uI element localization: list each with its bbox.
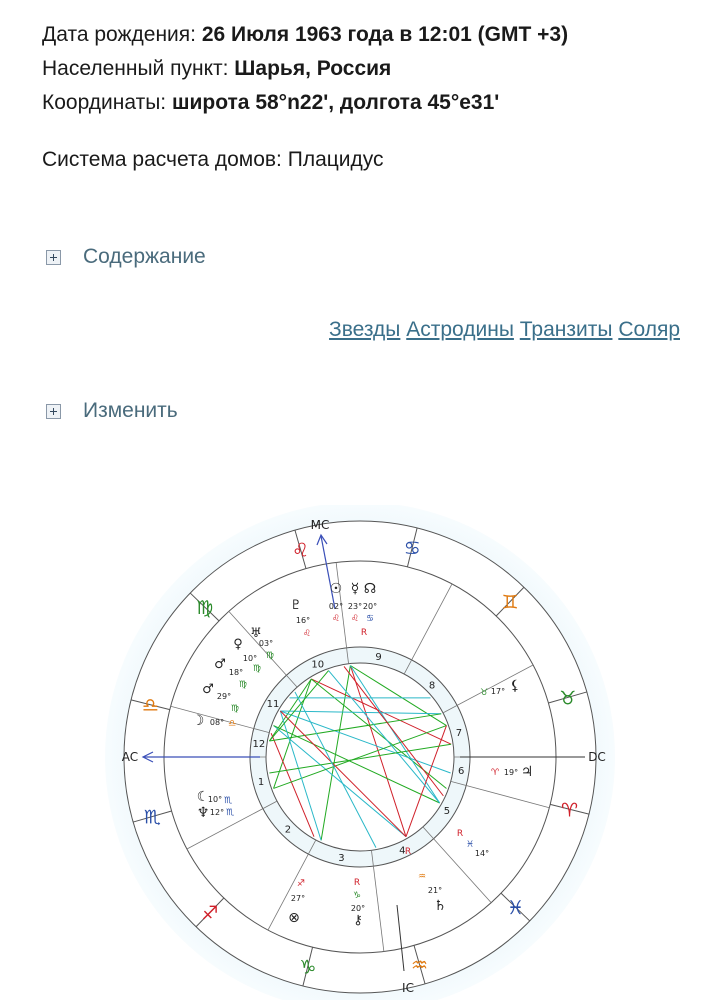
moon-icon: ☽ bbox=[191, 713, 205, 729]
mercury-icon: ☿ bbox=[350, 581, 360, 597]
svg-text:♎: ♎ bbox=[227, 719, 237, 729]
svg-text:R: R bbox=[456, 829, 464, 839]
birth-info bbox=[42, 18, 568, 177]
house-number: 3 bbox=[338, 852, 345, 864]
svg-text:♒: ♒ bbox=[417, 872, 427, 882]
uranus-icon: ♅ bbox=[250, 626, 262, 641]
zodiac-sign-icon: ♋ bbox=[403, 537, 421, 560]
dc-label: DC bbox=[588, 750, 606, 764]
svg-text:♋: ♋ bbox=[365, 614, 375, 624]
svg-text:♈: ♈ bbox=[490, 768, 500, 778]
saturn-icon: ♄ bbox=[433, 898, 447, 914]
house-number: 11 bbox=[266, 699, 280, 711]
svg-text:14°: 14° bbox=[474, 849, 490, 858]
zodiac-sign-icon: ♎ bbox=[141, 694, 159, 717]
neptune-icon: ♆ bbox=[196, 805, 210, 821]
svg-text:♍: ♍ bbox=[252, 664, 262, 674]
house-number: 5 bbox=[443, 805, 451, 817]
svg-text:17°: 17° bbox=[490, 687, 506, 696]
svg-text:20°: 20° bbox=[350, 904, 366, 913]
expand-plus-icon[interactable] bbox=[46, 404, 61, 419]
zodiac-sign-icon: ♈ bbox=[561, 799, 579, 822]
house-number: 1 bbox=[257, 777, 265, 789]
house-number: 6 bbox=[457, 765, 465, 777]
svg-text:♌: ♌ bbox=[331, 614, 341, 624]
svg-text:♍: ♍ bbox=[238, 680, 248, 690]
fortune-icon: ⊗ bbox=[288, 910, 300, 926]
house-number: 8 bbox=[428, 680, 436, 692]
expand-plus-icon[interactable] bbox=[46, 250, 61, 265]
house-number: 7 bbox=[455, 727, 463, 739]
svg-text:16°: 16° bbox=[295, 616, 311, 625]
house-number: 10 bbox=[311, 659, 325, 671]
svg-text:20°: 20° bbox=[362, 602, 378, 611]
coordinates-value: широта 58°n22', долгота 45°e31' bbox=[171, 91, 500, 114]
venus-icon: ♀ bbox=[233, 637, 243, 652]
zodiac-sign-icon: ♐ bbox=[201, 902, 219, 925]
link-solar[interactable]: Соляр bbox=[618, 318, 680, 341]
svg-text:R: R bbox=[353, 878, 361, 888]
natal-chart-svg bbox=[100, 505, 620, 1000]
svg-text:27°: 27° bbox=[290, 894, 306, 903]
chart-links bbox=[329, 318, 680, 342]
svg-text:♍: ♍ bbox=[230, 704, 240, 714]
north-node-icon: ☊ bbox=[363, 581, 377, 597]
svg-text:19°: 19° bbox=[503, 768, 519, 777]
contents-toggle[interactable] bbox=[46, 245, 206, 269]
mc-label: MC bbox=[310, 518, 330, 532]
lilith-icon-2: ⚸ bbox=[509, 678, 521, 694]
svg-text:♌: ♌ bbox=[350, 614, 360, 624]
link-astrodyns[interactable]: Астродины bbox=[406, 318, 514, 341]
svg-text:23°: 23° bbox=[347, 602, 363, 611]
svg-text:R: R bbox=[360, 628, 368, 638]
svg-text:♐: ♐ bbox=[296, 879, 306, 889]
svg-text:21°: 21° bbox=[427, 886, 443, 895]
zodiac-sign-icon: ♌ bbox=[291, 539, 309, 562]
zodiac-sign-icon: ♏ bbox=[143, 806, 161, 829]
link-stars[interactable]: Звезды bbox=[329, 318, 401, 341]
zodiac-sign-icon: ♒ bbox=[411, 954, 429, 977]
svg-text:♉: ♉ bbox=[479, 688, 489, 698]
house-system-value: Плацидус bbox=[287, 148, 384, 171]
natal-chart bbox=[100, 505, 620, 1000]
house-system-row: Система расчета домов: Плацидус bbox=[42, 148, 384, 171]
svg-text:♏: ♏ bbox=[223, 796, 233, 806]
house-number: 9 bbox=[375, 652, 382, 664]
svg-text:29°: 29° bbox=[216, 692, 232, 701]
zodiac-sign-icon: ♑ bbox=[299, 956, 317, 979]
svg-text:08°: 08° bbox=[209, 718, 225, 727]
svg-text:♍: ♍ bbox=[265, 651, 275, 661]
zodiac-sign-icon: ♊ bbox=[501, 591, 519, 614]
birth-place-row: Населенный пункт: Шарья, Россия bbox=[42, 57, 392, 80]
contents-label[interactable]: Содержание bbox=[83, 245, 206, 268]
svg-text:♌: ♌ bbox=[302, 629, 312, 639]
svg-text:R: R bbox=[404, 847, 412, 857]
coordinates-row: Координаты: широта 58°n22', долгота 45°e31' bbox=[42, 91, 500, 114]
lilith-icon: ☾ bbox=[196, 789, 210, 805]
svg-text:♏: ♏ bbox=[225, 808, 235, 818]
ac-label: AC bbox=[121, 750, 139, 764]
birth-place-value: Шарья, Россия bbox=[234, 57, 392, 80]
pluto-icon: ♇ bbox=[290, 598, 302, 613]
svg-text:♑: ♑ bbox=[352, 891, 362, 901]
mars-icon: ♂ bbox=[214, 657, 226, 672]
birth-date-value: 26 Июля 1963 года в 12:01 (GMT +3) bbox=[201, 23, 569, 46]
svg-text:10°: 10° bbox=[207, 795, 223, 804]
zodiac-sign-icon: ♍ bbox=[196, 596, 214, 619]
svg-text:12°: 12° bbox=[209, 808, 225, 817]
sun-icon: ☉ bbox=[329, 581, 343, 597]
house-number: 4 bbox=[399, 845, 406, 857]
ic-label: IC bbox=[402, 981, 414, 995]
jupiter-icon: ♃ bbox=[520, 764, 534, 780]
birth-date-row: Дата рождения: 26 Июля 1963 года в 12:01 (GMT +3) bbox=[42, 23, 569, 46]
svg-text:02°: 02° bbox=[328, 602, 344, 611]
chiron-icon: ⚷ bbox=[353, 913, 363, 928]
mars-icon-2: ♂ bbox=[202, 682, 214, 697]
zodiac-sign-icon: ♉ bbox=[559, 687, 577, 710]
svg-text:♓: ♓ bbox=[465, 840, 475, 850]
edit-toggle[interactable] bbox=[46, 399, 178, 423]
svg-text:03°: 03° bbox=[258, 639, 274, 648]
house-number: 2 bbox=[284, 824, 292, 836]
link-transits[interactable]: Транзиты bbox=[519, 318, 613, 341]
edit-label[interactable]: Изменить bbox=[83, 399, 178, 422]
svg-text:18°: 18° bbox=[228, 668, 244, 677]
svg-text:10°: 10° bbox=[242, 654, 258, 663]
house-number: 12 bbox=[252, 739, 266, 751]
zodiac-sign-icon: ♓ bbox=[506, 897, 524, 920]
